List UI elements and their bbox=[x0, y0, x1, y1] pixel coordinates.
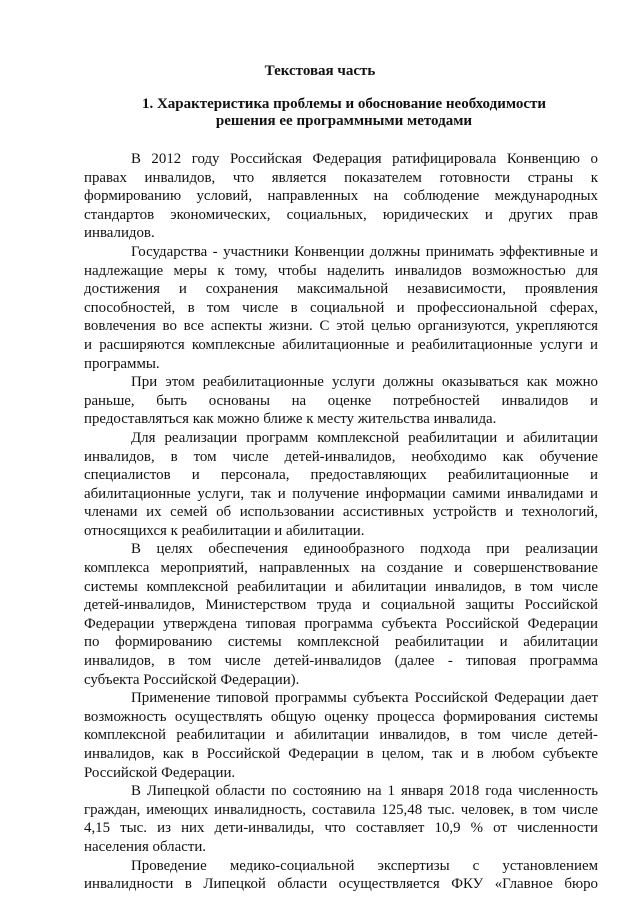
paragraph bbox=[84, 429, 598, 541]
paragraph bbox=[84, 373, 598, 429]
text-line: и расширяются комплексные абилитационные и реабилитационные услуги и bbox=[84, 336, 598, 353]
heading-line: 1. Характеристика проблемы и обоснование необходимости bbox=[141, 96, 547, 112]
text-line: стандартов экономических, социальных, юридических и других прав bbox=[84, 206, 598, 223]
text-line: программы. bbox=[84, 355, 160, 372]
text-line: В Липецкой области по состоянию на 1 января 2018 года численность bbox=[131, 783, 598, 800]
paragraph bbox=[84, 540, 598, 689]
text-line: инвалидов, в том числе детей-инвалидов, необходимо как обучение bbox=[84, 448, 598, 465]
text-line: достижения и сохранения максимальной независимости, проявления bbox=[84, 281, 598, 298]
text-line: детей-инвалидов, Министерством труда и социальной защиты Российской bbox=[84, 597, 598, 614]
text-line: При этом реабилитационные услуги должны оказываться как можно bbox=[131, 374, 598, 391]
text-line: 4,15 тыс. из них дети-инвалиды, что составляет 10,9 % от численности bbox=[84, 820, 598, 837]
paragraph bbox=[84, 689, 598, 782]
text-line: Российской Федерации. bbox=[84, 764, 236, 781]
text-line: инвалидов, как в Российской Федерации в целом, так и в любом субъекте bbox=[84, 746, 598, 762]
text-line: граждан, имеющих инвалидность, составила 125,48 тыс. человек, в том числе bbox=[84, 801, 598, 818]
text-line: Государства - участники Конвенции должны принимать эффективные и bbox=[131, 243, 598, 260]
text-line: инвалидов, в том числе детей-инвалидов (далее - типовая программа bbox=[84, 653, 598, 670]
text-line: абилитационные услуги, так и получение информации самими инвалидами и bbox=[84, 485, 598, 502]
text-line: Федерации утверждена типовая программа субъекта Российской Федерации bbox=[84, 615, 598, 632]
text-line: комплексной реабилитации и абилитации инвалидов, в том числе детей- bbox=[84, 727, 598, 744]
paragraph bbox=[84, 150, 598, 243]
text-line: членами их семей об использовании ассистивных устройств и технологий, bbox=[84, 504, 598, 521]
text-line: инвалидов. bbox=[84, 225, 155, 242]
paragraph bbox=[84, 782, 598, 856]
heading-line: решения ее программными методами bbox=[215, 113, 473, 129]
text-line: системы комплексной реабилитации и абилитации инвалидов, в том числе bbox=[84, 578, 598, 595]
section-label: Текстовая часть bbox=[264, 63, 376, 79]
text-line: Применение типовой программы субъекта Российской Федерации дает bbox=[131, 690, 598, 707]
text-line: предоставляться как можно ближе к месту жительства инвалида. bbox=[84, 411, 497, 428]
text-line: вовлечения во все аспекты жизни. С этой целью организуются, укрепляются bbox=[84, 318, 598, 335]
text-line: субъекта Российской Федерации). bbox=[84, 671, 300, 688]
text-line: Для реализации программ комплексной реабилитации и абилитации bbox=[131, 429, 598, 446]
text-line: правах инвалидов, что является показателем готовности страны к bbox=[84, 169, 598, 186]
text-line: В целях обеспечения единообразного подхода при реализации bbox=[131, 541, 598, 558]
text-line: инвалидности в Липецкой области осуществляется ФКУ «Главное бюро bbox=[84, 876, 598, 893]
text-line: по формированию системы комплексной реабилитации и абилитации bbox=[84, 634, 598, 651]
text-line: специалистов и персонала, предоставляющих реабилитационные и bbox=[84, 467, 598, 484]
text-line: комплекса мероприятий, направленных на создание и совершенствование bbox=[84, 560, 598, 577]
text-line: надлежащие меры к тому, чтобы наделить инвалидов возможностью для bbox=[84, 262, 598, 279]
text-line: раньше, быть основаны на оценке потребностей инвалидов и bbox=[84, 392, 598, 409]
text-line: относящихся к реабилитации и абилитации. bbox=[84, 522, 365, 539]
text-line: Проведение медико-социальной экспертизы с установлением bbox=[131, 857, 598, 874]
text-line: способностей, в том числе в социальной и профессиональной сферах, bbox=[84, 299, 598, 316]
text-line: формированию условий, направленных на соблюдение международных bbox=[84, 188, 598, 205]
text-line: населения области. bbox=[84, 838, 207, 855]
paragraph bbox=[84, 243, 598, 373]
text-line: В 2012 году Российская Федерация ратифицировала Конвенцию о bbox=[131, 151, 598, 167]
body-text bbox=[84, 150, 598, 894]
paragraph bbox=[84, 857, 598, 894]
section-heading bbox=[84, 96, 604, 130]
text-line: возможность осуществлять общую оценку процесса формирования системы bbox=[84, 708, 598, 725]
